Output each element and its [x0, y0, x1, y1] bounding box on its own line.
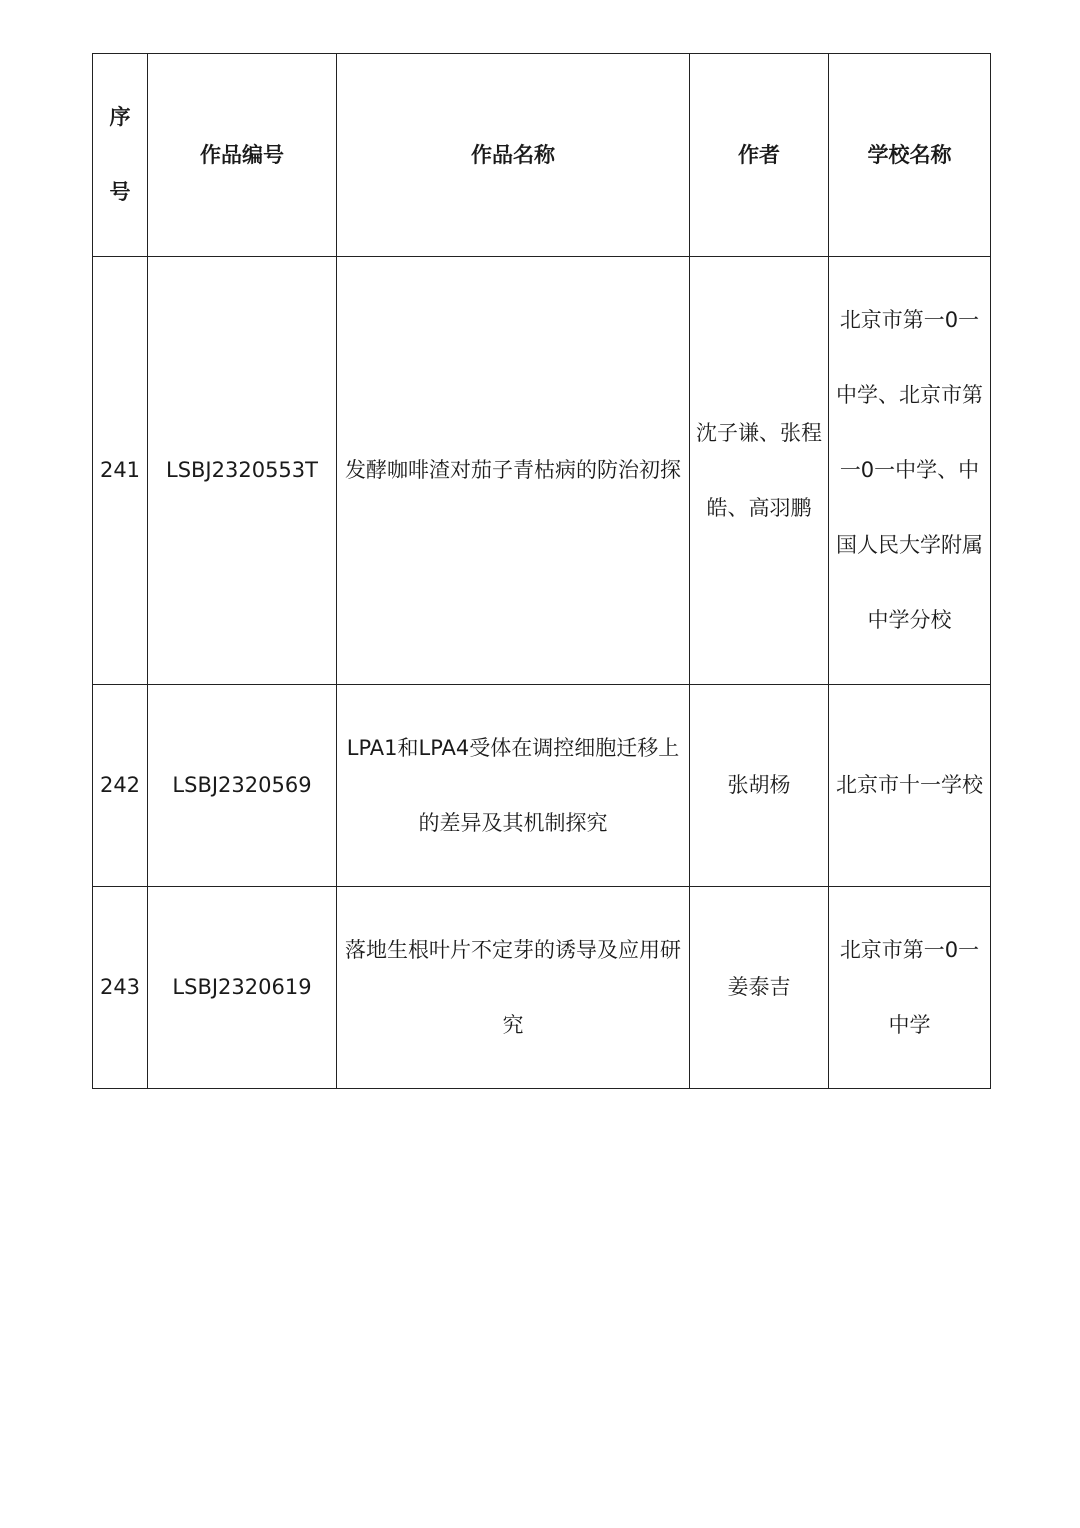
row-author: 沈子谦、张程皓、高羽鹏: [690, 257, 829, 685]
row-title: LPA1和LPA4受体在调控细胞迁移上的差异及其机制探究: [337, 685, 690, 887]
awards-table: [92, 53, 991, 1089]
header-author: 作者: [690, 54, 829, 257]
row-title: 落地生根叶片不定芽的诱导及应用研究: [337, 887, 690, 1089]
row-code: LSBJ2320553T: [148, 257, 337, 685]
row-school: 北京市第一0一中学、北京市第一0一中学、中国人民大学附属中学分校: [829, 257, 991, 685]
header-seq-line2: 号: [109, 180, 131, 204]
row-school: 北京市十一学校: [829, 685, 991, 887]
row-seq: 241: [93, 257, 148, 685]
table-row: [93, 685, 991, 887]
row-title: 发酵咖啡渣对茄子青枯病的防治初探: [337, 257, 690, 685]
row-seq: 243: [93, 887, 148, 1089]
header-seq: [93, 54, 148, 257]
row-seq: 242: [93, 685, 148, 887]
table-row: [93, 887, 991, 1089]
row-school: 北京市第一0一中学: [829, 887, 991, 1089]
row-code: LSBJ2320569: [148, 685, 337, 887]
row-code: LSBJ2320619: [148, 887, 337, 1089]
table-row: [93, 257, 991, 685]
row-author: 姜泰吉: [690, 887, 829, 1089]
header-seq-line1: 序: [109, 105, 131, 129]
table-header-row: [93, 54, 991, 257]
header-school: 学校名称: [829, 54, 991, 257]
row-author: 张胡杨: [690, 685, 829, 887]
header-title: 作品名称: [337, 54, 690, 257]
header-code: 作品编号: [148, 54, 337, 257]
